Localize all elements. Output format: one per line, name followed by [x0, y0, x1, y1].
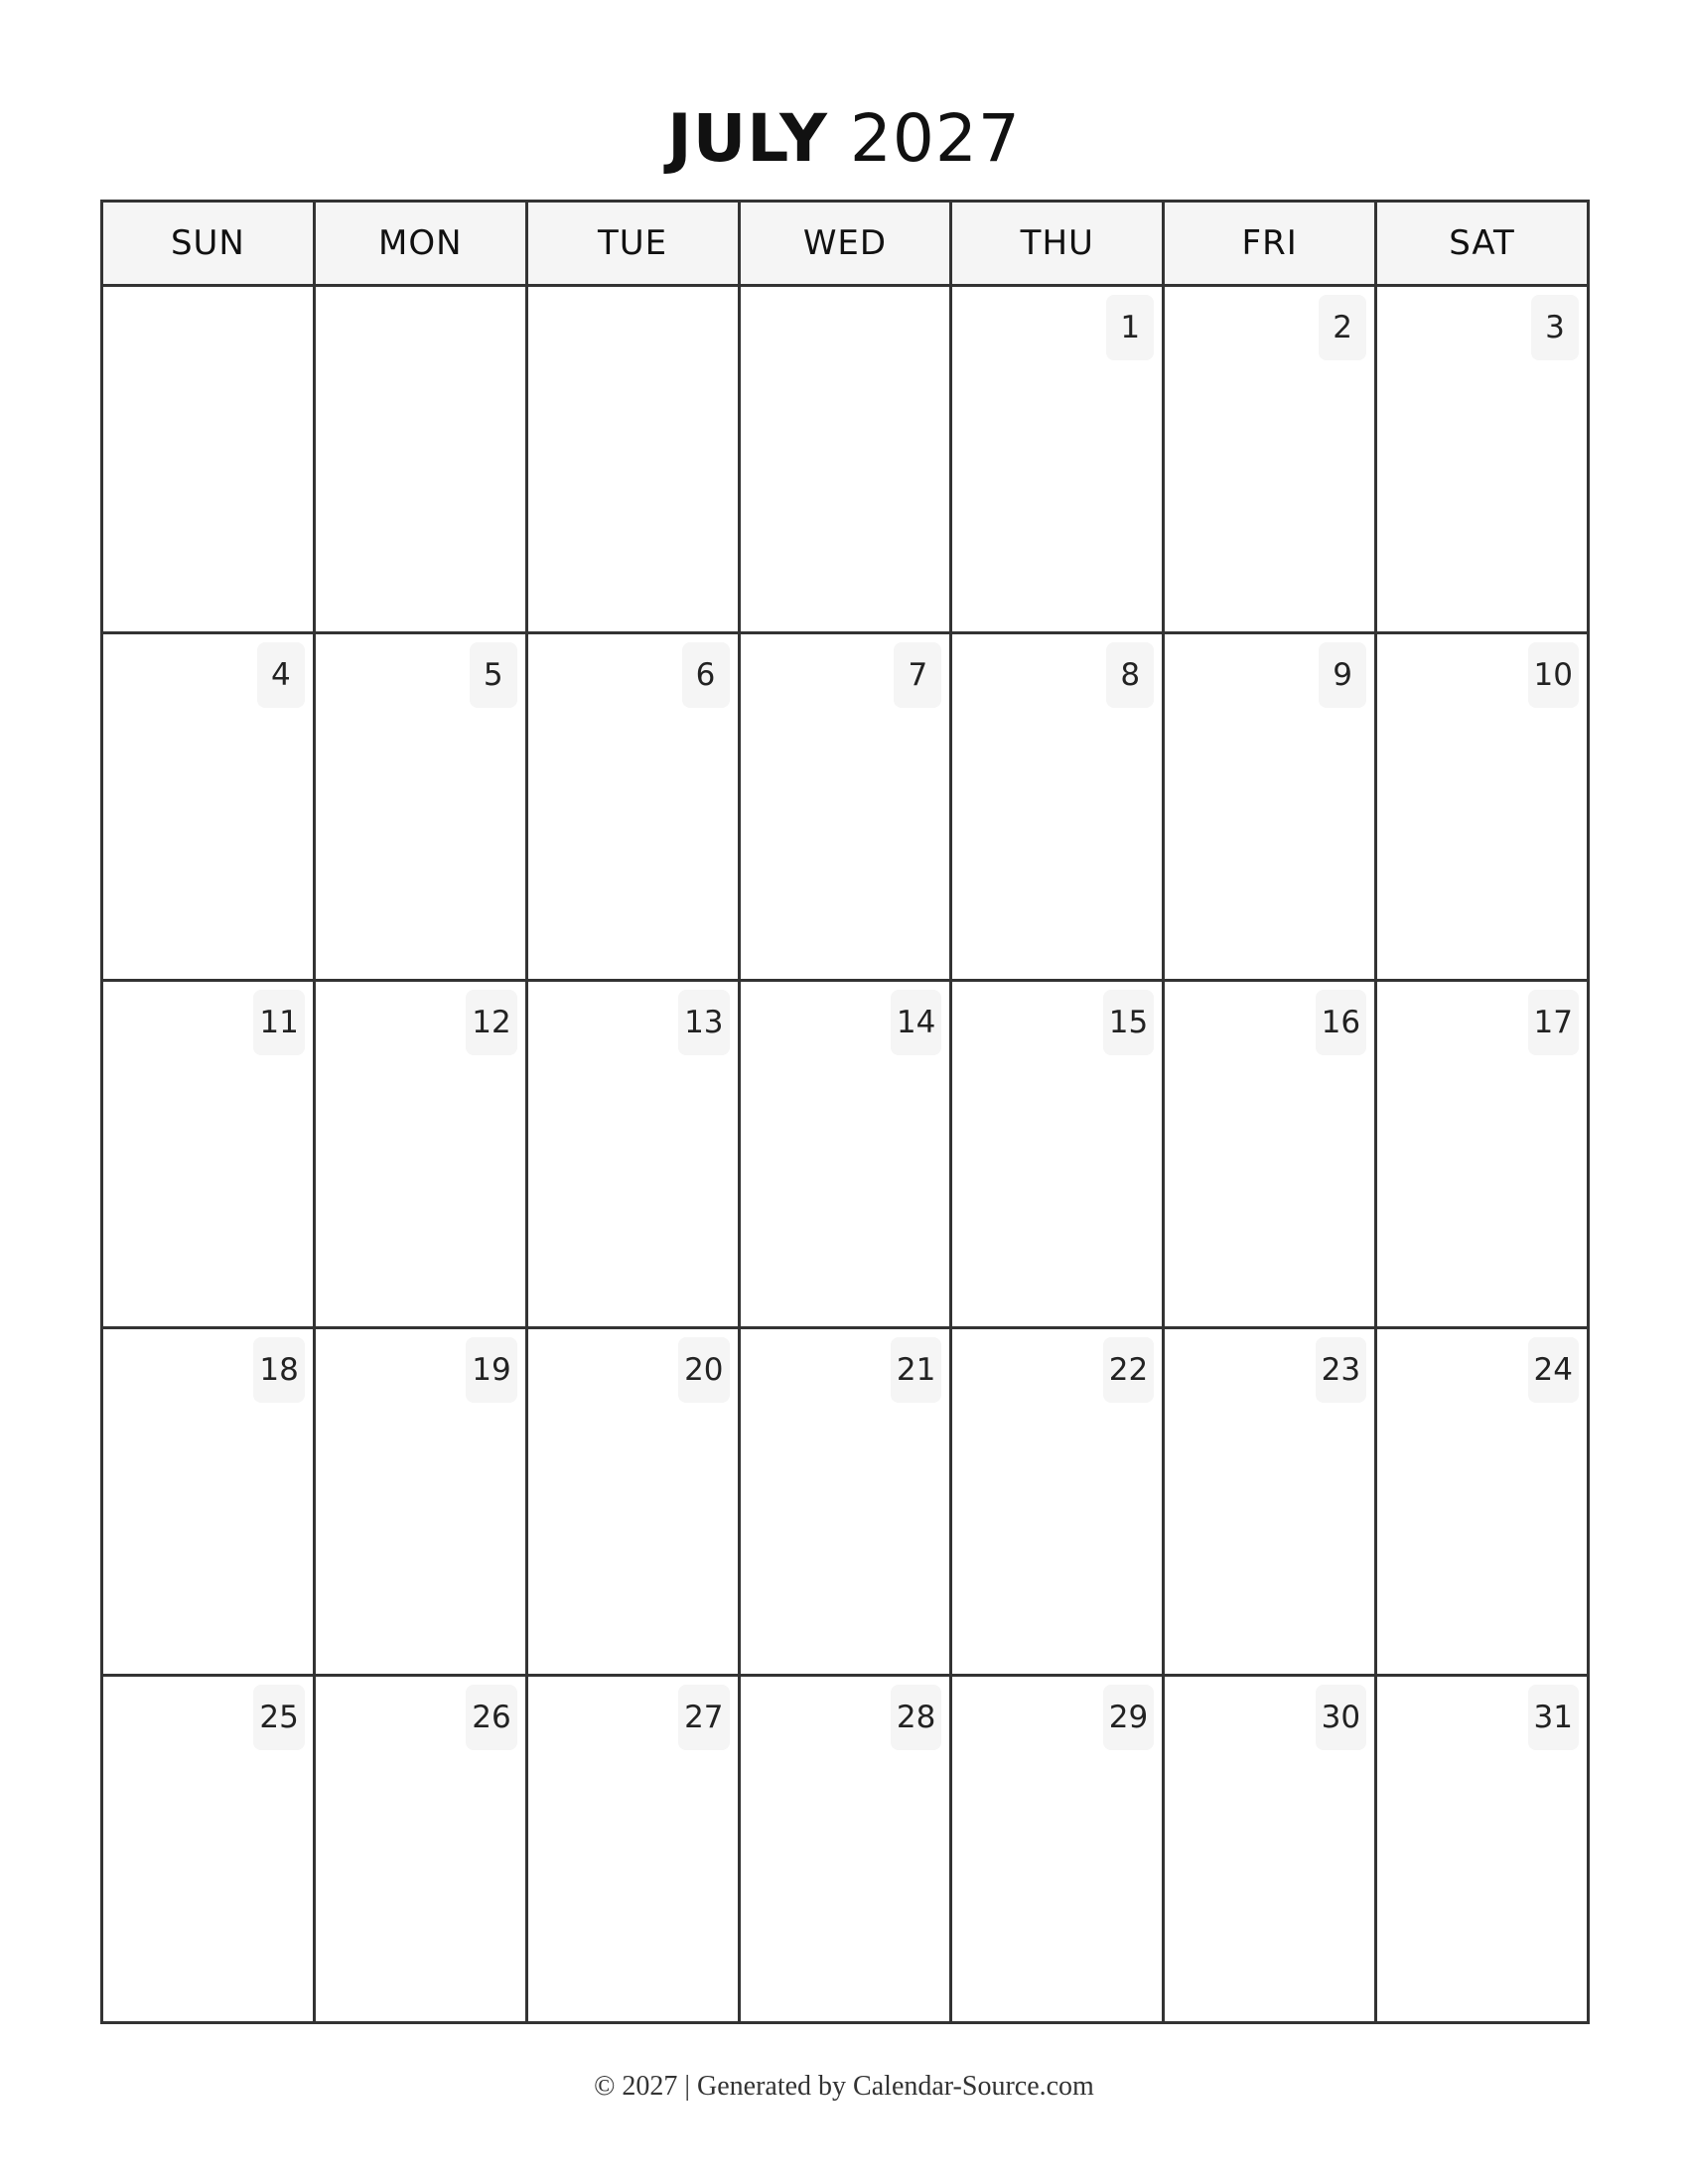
day-number: 12: [466, 990, 516, 1055]
week-row: [102, 286, 1589, 633]
day-cell: [1376, 1328, 1589, 1676]
weekday-header-tue: TUE: [526, 202, 739, 286]
week-row: [102, 981, 1589, 1328]
month-grid: [100, 200, 1590, 2024]
day-cell: [951, 981, 1164, 1328]
day-number: 7: [894, 642, 941, 708]
day-cell: [102, 1676, 315, 2023]
day-cell: [526, 1676, 739, 2023]
day-number: 4: [257, 642, 305, 708]
day-number: 18: [253, 1337, 304, 1403]
day-number: 23: [1316, 1337, 1366, 1403]
day-number: 6: [682, 642, 730, 708]
day-cell: [739, 1328, 951, 1676]
day-cell: [1164, 1676, 1376, 2023]
day-number: 5: [470, 642, 517, 708]
day-cell: [314, 633, 526, 981]
day-number: 11: [253, 990, 304, 1055]
week-row: [102, 1676, 1589, 2023]
day-cell: [739, 981, 951, 1328]
title-month: JULY: [667, 100, 828, 177]
calendar-title: [0, 95, 1688, 183]
day-number: 29: [1103, 1685, 1154, 1750]
day-number: 30: [1316, 1685, 1366, 1750]
day-cell: [1164, 1328, 1376, 1676]
day-number: 20: [678, 1337, 729, 1403]
day-cell: [314, 1328, 526, 1676]
day-cell: [102, 1328, 315, 1676]
day-cell: [1164, 981, 1376, 1328]
weekday-header-sat: SAT: [1376, 202, 1589, 286]
day-cell: [951, 286, 1164, 633]
day-number: 16: [1316, 990, 1366, 1055]
day-cell: [526, 1328, 739, 1676]
day-cell: [739, 633, 951, 981]
day-number: 24: [1528, 1337, 1579, 1403]
day-cell: [102, 981, 315, 1328]
day-cell: [1376, 1676, 1589, 2023]
day-cell-empty: [739, 286, 951, 633]
day-number: 14: [891, 990, 941, 1055]
weekday-header-row: [102, 202, 1589, 286]
day-number: 2: [1319, 295, 1366, 360]
weekday-header-mon: MON: [314, 202, 526, 286]
week-row: [102, 1328, 1589, 1676]
weekday-header-wed: WED: [739, 202, 951, 286]
day-number: 25: [253, 1685, 304, 1750]
day-number: 21: [891, 1337, 941, 1403]
day-number: 10: [1528, 642, 1579, 708]
day-cell: [951, 1676, 1164, 2023]
day-cell: [1164, 633, 1376, 981]
weekday-header-thu: THU: [951, 202, 1164, 286]
day-number: 22: [1103, 1337, 1154, 1403]
day-number: 8: [1106, 642, 1154, 708]
day-number: 31: [1528, 1685, 1579, 1750]
day-number: 3: [1531, 295, 1579, 360]
day-cell: [1376, 633, 1589, 981]
day-cell: [526, 633, 739, 981]
day-cell: [314, 981, 526, 1328]
title-year: 2027: [849, 100, 1021, 177]
day-cell: [1376, 286, 1589, 633]
day-cell: [1376, 981, 1589, 1328]
day-cell: [951, 633, 1164, 981]
footer-credit: © 2027 | Generated by Calendar-Source.com: [594, 2071, 1094, 2102]
day-number: 27: [678, 1685, 729, 1750]
day-number: 19: [466, 1337, 516, 1403]
day-number: 1: [1106, 295, 1154, 360]
day-number: 28: [891, 1685, 941, 1750]
day-cell-empty: [102, 286, 315, 633]
weekday-header-sun: SUN: [102, 202, 315, 286]
day-cell: [1164, 286, 1376, 633]
day-number: 26: [466, 1685, 516, 1750]
day-number: 9: [1319, 642, 1366, 708]
day-cell: [739, 1676, 951, 2023]
weekday-header-fri: FRI: [1164, 202, 1376, 286]
day-number: 17: [1528, 990, 1579, 1055]
day-cell: [951, 1328, 1164, 1676]
day-cell: [314, 1676, 526, 2023]
week-row: [102, 633, 1589, 981]
day-cell-empty: [314, 286, 526, 633]
day-cell-empty: [526, 286, 739, 633]
day-cell: [526, 981, 739, 1328]
day-number: 13: [678, 990, 729, 1055]
day-cell: [102, 633, 315, 981]
day-number: 15: [1103, 990, 1154, 1055]
